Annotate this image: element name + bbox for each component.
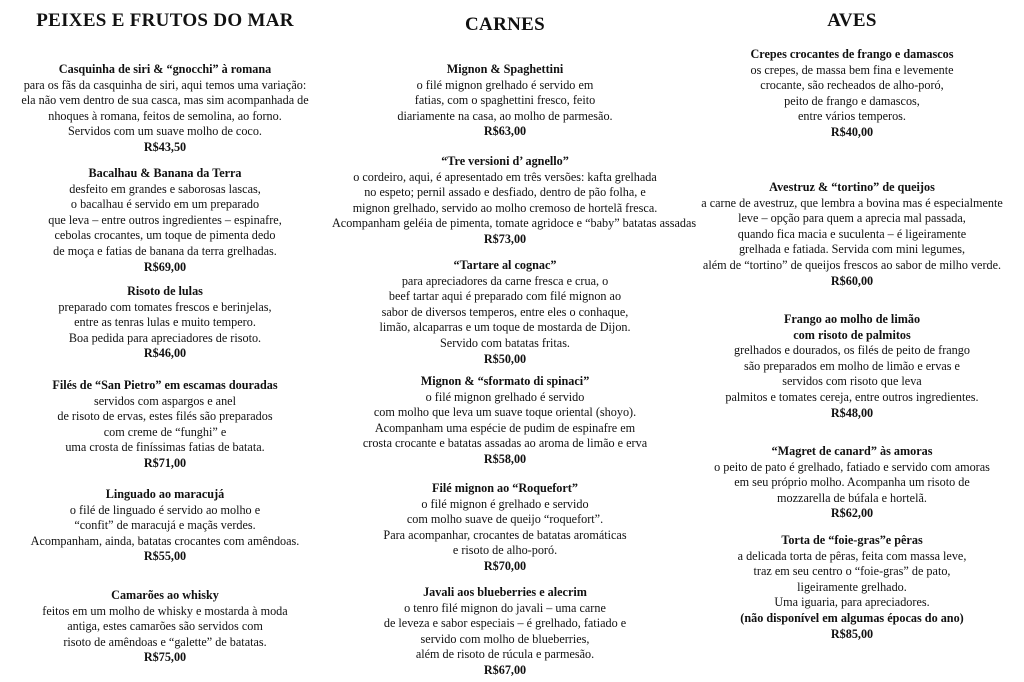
menu-item-javali [332, 585, 678, 679]
menu-item-bacalhau [0, 166, 330, 275]
item-description-line: feitos em um molho de whisky e mostarda à moda [42, 603, 288, 618]
item-price: R$85,00 [830, 626, 874, 641]
item-description-line: uma crosta de finíssimas fatias de batata. [65, 440, 265, 455]
item-price: R$55,00 [143, 549, 187, 564]
item-price: R$73,00 [483, 231, 527, 246]
item-description-line: entre vários temperos. [798, 109, 906, 124]
item-price: R$43,50 [143, 139, 187, 154]
item-description-line: entre as tenras lulas e muito tempero. [74, 315, 256, 330]
item-description-line: o bacalhau é servido em um preparado [70, 197, 260, 212]
item-name: Mignon & “sformato di spinaci” [420, 374, 590, 388]
item-description-line: o filé mignon grelhado é servido [425, 389, 585, 404]
item-description-line: no espeto; pernil assado e desfiado, dentro de pão folha, e [364, 185, 646, 200]
item-description-line: a carne de avestruz, que lembra a bovina mas é especialmente [701, 195, 1003, 210]
item-description-line: Para acompanhar, crocantes de batatas aromáticas [383, 527, 627, 542]
item-price: R$46,00 [143, 346, 187, 361]
item-description-line: limão, alcaparras e um toque de mostarda de Dijon. [379, 320, 631, 335]
item-description-line: traz em seu centro o “foie-gras” de pato, [753, 564, 951, 579]
menu-item-file-roquefort [332, 481, 678, 575]
item-description-line: servido com molho de blueberries, [420, 631, 590, 646]
item-description-line: além de risoto de rúcula e parmesão. [415, 647, 595, 662]
item-description-line: mozzarella de búfala e hortelã. [777, 490, 927, 505]
menu-item-casquinha-de-siri [0, 62, 330, 156]
item-name: “Tartare al cognac” [453, 258, 557, 272]
item-description-line: com molho que leva um suave toque oriental (shoyo). [373, 405, 637, 420]
item-description-line: grelhada e fatiada. Servida com mini legumes, [738, 242, 966, 257]
item-description-line: e risoto de alho-poró. [452, 543, 558, 558]
column-heading: AVES [827, 10, 877, 31]
item-description-line: os crepes, de massa bem fina e levemente [750, 62, 954, 77]
menu-item-risoto-de-lulas [0, 284, 330, 362]
item-name: Bacalhau & Banana da Terra [88, 166, 242, 180]
item-description-line: Acompanham uma espécie de pudim de espinafre em [374, 420, 636, 435]
item-description-line: peito de frango e damascos, [784, 93, 920, 108]
menu-item-tartare-al-cognac [332, 258, 678, 367]
menu-item-mignon-sformato [332, 374, 678, 468]
item-name: “Magret de canard” às amoras [771, 444, 933, 458]
item-description-line: “confit” de maracujá e maçãs verdes. [74, 518, 256, 533]
item-description-line: com creme de “funghi” e [103, 424, 227, 439]
menu-item-files-san-pietro [0, 378, 330, 472]
item-description-line: com molho suave de queijo “roquefort”. [406, 512, 604, 527]
item-price: R$67,00 [483, 662, 527, 677]
item-price: R$75,00 [143, 650, 187, 665]
item-description-line: diariamente na casa, ao molho de parmesão. [397, 108, 613, 123]
item-description-line: o tenro filé mignon do javali – uma carne [404, 600, 606, 615]
item-name: Javali aos blueberries e alecrim [423, 585, 587, 599]
item-description-line: desfeito em grandes e saborosas lascas, [69, 181, 261, 196]
menu-item-linguado [0, 487, 330, 565]
item-name: “Tre versioni d’ agnello” [441, 154, 569, 168]
item-price: R$63,00 [483, 124, 527, 139]
column-heading: CARNES [465, 14, 545, 35]
item-name: Mignon & Spaghettini [446, 62, 564, 76]
item-price: R$48,00 [830, 405, 874, 420]
item-name-subtitle: com risoto de palmitos [793, 327, 911, 342]
item-description-line: servidos com risoto que leva [782, 374, 922, 389]
item-price: R$60,00 [830, 273, 874, 288]
item-name: Avestruz & “tortino” de queijos [769, 180, 935, 194]
item-price: R$40,00 [830, 124, 874, 139]
item-description-line: além de “tortino” de queijos frescos ao sabor de milho verde. [702, 257, 1002, 272]
item-name: Torta de “foie-gras”e pêras [781, 533, 923, 547]
item-description-line: risoto de amêndoas e “galette” de batatas. [63, 634, 267, 649]
item-description-line: servidos com aspargos e anel [94, 393, 236, 408]
menu-item-mignon-spaghettini [332, 62, 678, 140]
menu-item-frango-limao [680, 312, 1024, 421]
item-description-line: antiga, estes camarões são servidos com [67, 619, 263, 634]
item-description-line: Acompanham geléia de pimenta, tomate agridoce e “baby” batatas assadas [332, 216, 697, 231]
item-description-line: que leva – entre outros ingredientes – espinafre, [48, 212, 282, 227]
item-description-line: Servidos com um suave molho de coco. [68, 124, 262, 139]
item-name: Frango ao molho de limão [783, 312, 921, 326]
item-description-line: Boa pedida para apreciadores de risoto. [68, 330, 262, 345]
item-price: R$70,00 [483, 558, 527, 573]
item-description-line: Servido com batatas fritas. [440, 335, 570, 350]
menu-item-crepes-crocantes [680, 47, 1024, 141]
item-description-line: leve – opção para quem a aprecia mal passada, [738, 211, 966, 226]
item-description-line: de moça e fatias de banana da terra grelhadas. [53, 243, 277, 258]
item-name: Linguado ao maracujá [105, 487, 225, 501]
item-description-line: palmitos e tomates cereja, entre outros ingredientes. [725, 389, 979, 404]
item-description-line: para apreciadores da carne fresca e crua, o [401, 273, 609, 288]
item-description-line: são preparados em molho de limão e ervas e [744, 358, 960, 373]
item-description-line: crocante, são recheados de alho-poró, [760, 78, 944, 93]
menu-item-tre-versioni-agnello [332, 154, 697, 248]
menu-item-avestruz [680, 180, 1024, 289]
item-description-line: ela não vem dentro de sua casca, mas sim acompanhada de [21, 93, 309, 108]
item-price: R$71,00 [143, 455, 187, 470]
item-description-line: mignon grelhado, servido ao molho cremoso de hortelã fresca. [352, 200, 658, 215]
item-description-line: de leveza e sabor especiais – é grelhado, fatiado e [383, 616, 627, 631]
item-name: Casquinha de siri & “gnocchi” à romana [58, 62, 272, 76]
menu-item-torta-foie-gras [680, 533, 1024, 642]
item-description-line: o filé mignon é grelhado e servido [421, 496, 589, 511]
item-name: Crepes crocantes de frango e damascos [750, 47, 954, 61]
item-description-line: cebolas crocantes, um toque de pimenta dedo [54, 228, 276, 243]
column-heading: PEIXES E FRUTOS DO MAR [36, 10, 294, 31]
item-name: Filé mignon ao “Roquefort” [432, 481, 578, 495]
item-price: R$69,00 [143, 259, 187, 274]
item-description-line: Uma iguaria, para apreciadores. [774, 595, 930, 610]
item-description-line: nhoques à romana, feitos de semolina, ao forno. [48, 108, 282, 123]
item-description-line: beef tartar aqui é preparado com filé mignon ao [388, 289, 622, 304]
item-description-line: sabor de diversos temperos, entre eles o conhaque, [381, 304, 629, 319]
item-description-line: grelhados e dourados, os filés de peito de frango [734, 343, 970, 358]
item-description-line: quando fica macia e suculenta – é ligeiramente [737, 226, 967, 241]
menu-item-magret-de-canard [680, 444, 1024, 522]
item-name: Camarões ao whisky [111, 588, 219, 602]
item-description-line: crosta crocante e batatas assadas ao aroma de limão e erva [362, 436, 648, 451]
item-description-line: Acompanham, ainda, batatas crocantes com amêndoas. [30, 533, 300, 548]
item-description-line: o filé mignon grelhado é servido em [416, 77, 594, 92]
menu-item-camaroes-ao-whisky [0, 588, 330, 666]
item-description-line: o cordeiro, aqui, é apresentado em três versões: kafta grelhada [353, 169, 657, 184]
item-price: R$50,00 [483, 351, 527, 366]
item-description-line: o peito de pato é grelhado, fatiado e servido com amoras [714, 459, 990, 474]
item-name: Risoto de lulas [127, 284, 203, 298]
item-description-line: ligeiramente grelhado. [797, 579, 907, 594]
item-description-line: em seu próprio molho. Acompanha um risoto de [734, 475, 970, 490]
item-price: R$58,00 [483, 451, 527, 466]
item-price: R$62,00 [830, 506, 874, 521]
item-description-line: preparado com tomates frescos e berinjelas, [58, 299, 272, 314]
item-description-line: a delicada torta de pêras, feita com massa leve, [737, 548, 967, 563]
item-description-line: de risoto de ervas, estes filés são preparados [57, 409, 273, 424]
item-description-line: para os fãs da casquinha de siri, aqui temos uma variação: [23, 77, 307, 92]
item-description-line: fatias, com o spaghettini fresco, feito [414, 93, 596, 108]
item-name: Filés de “San Pietro” em escamas douradas [52, 378, 278, 392]
item-availability-note: (não disponível em algumas épocas do ano) [740, 610, 964, 625]
item-description-line: o filé de linguado é servido ao molho e [69, 502, 261, 517]
